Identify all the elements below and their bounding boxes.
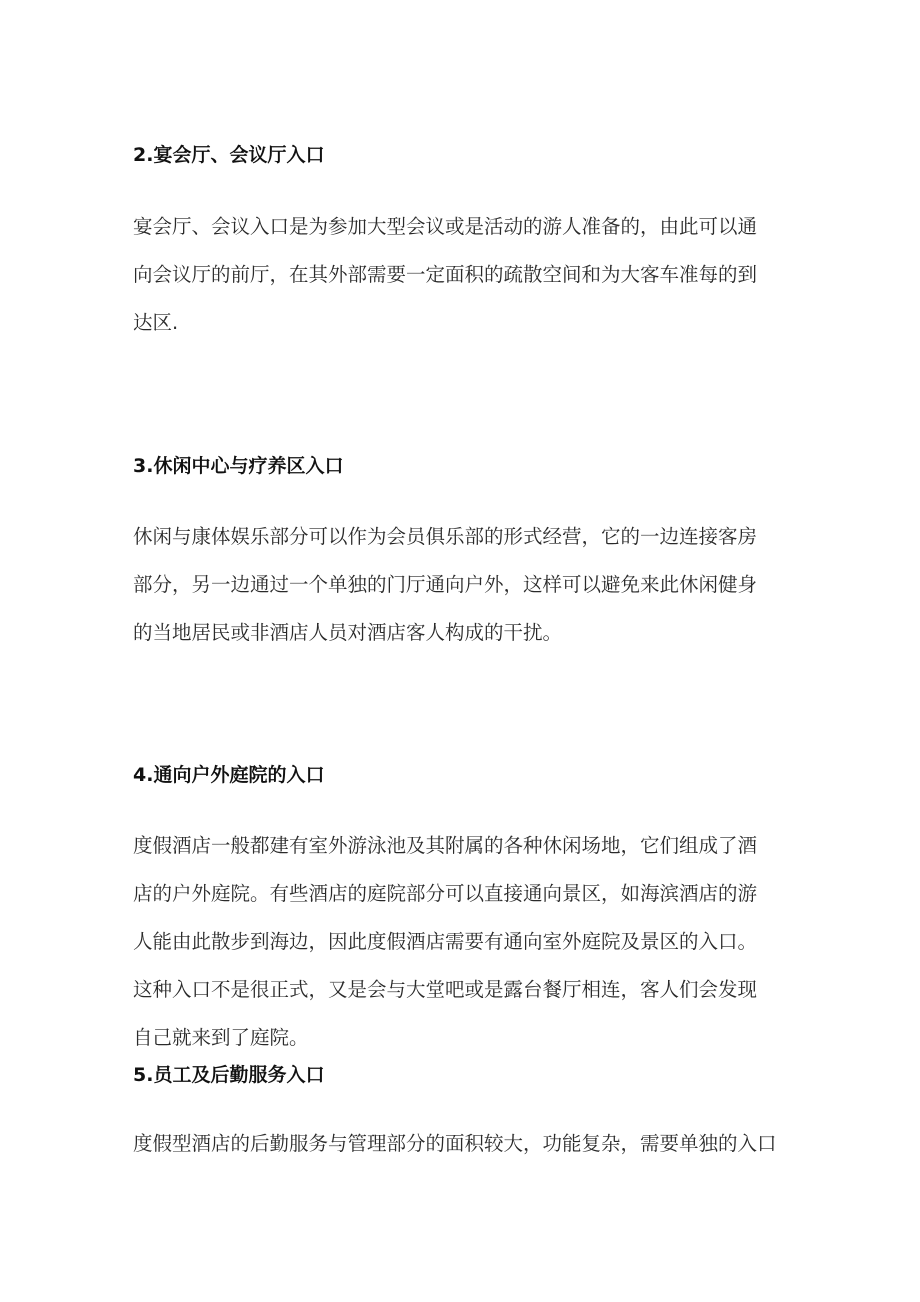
section-paragraph-staff-entrance: [133, 1120, 798, 1168]
paragraph-line: 达区.: [133, 311, 179, 334]
paragraph-line: 休闲与康体娱乐部分可以作为会员俱乐部的形式经营，它的一边连接客房: [133, 525, 758, 548]
paragraph-line: 自己就来到了庭院。: [133, 1026, 309, 1049]
paragraph-line: 向会议厅的前厅，在其外部需要一定面积的疏散空间和为大客车准每的到: [133, 263, 758, 286]
paragraph-line: 的当地居民或非酒店人员对酒店客人构成的干扰。: [133, 621, 563, 644]
paragraph-line: 人能由此散步到海边，因此度假酒店需要有通向室外庭院及景区的入口。: [133, 930, 758, 953]
paragraph-line: 宴会厅、会议入口是为参加大型会议或是活动的游人准备的，由此可以通: [133, 215, 758, 238]
section-heading-courtyard-entrance: 4.通向户外庭院的入口: [133, 764, 325, 786]
paragraph-line: 店的户外庭院。有些酒店的庭院部分可以直接通向景区，如海滨酒店的游: [133, 882, 758, 905]
section-heading-staff-entrance: 5.员工及后勤服务入口: [133, 1064, 325, 1086]
section-paragraph-courtyard-entrance: [133, 822, 798, 1062]
paragraph-line: 度假型酒店的后勤服务与管理部分的面积较大，功能复杂，需要单独的入口: [133, 1132, 777, 1155]
paragraph-line: 部分，另一边通过一个单独的门厅通向户外，这样可以避免来此休闲健身: [133, 573, 758, 596]
paragraph-line: 度假酒店一般都建有室外游泳池及其附属的各种休闲场地，它们组成了酒: [133, 834, 758, 857]
section-paragraph-banquet-entrance: [133, 203, 798, 347]
section-paragraph-leisure-entrance: [133, 513, 798, 657]
section-heading-leisure-entrance: 3.休闲中心与疗养区入口: [133, 455, 344, 477]
section-heading-banquet-entrance: 2.宴会厅、会议厅入口: [133, 144, 325, 166]
paragraph-line: 这种入口不是很正式，又是会与大堂吧或是露台餐厅相连，客人们会发现: [133, 978, 758, 1001]
